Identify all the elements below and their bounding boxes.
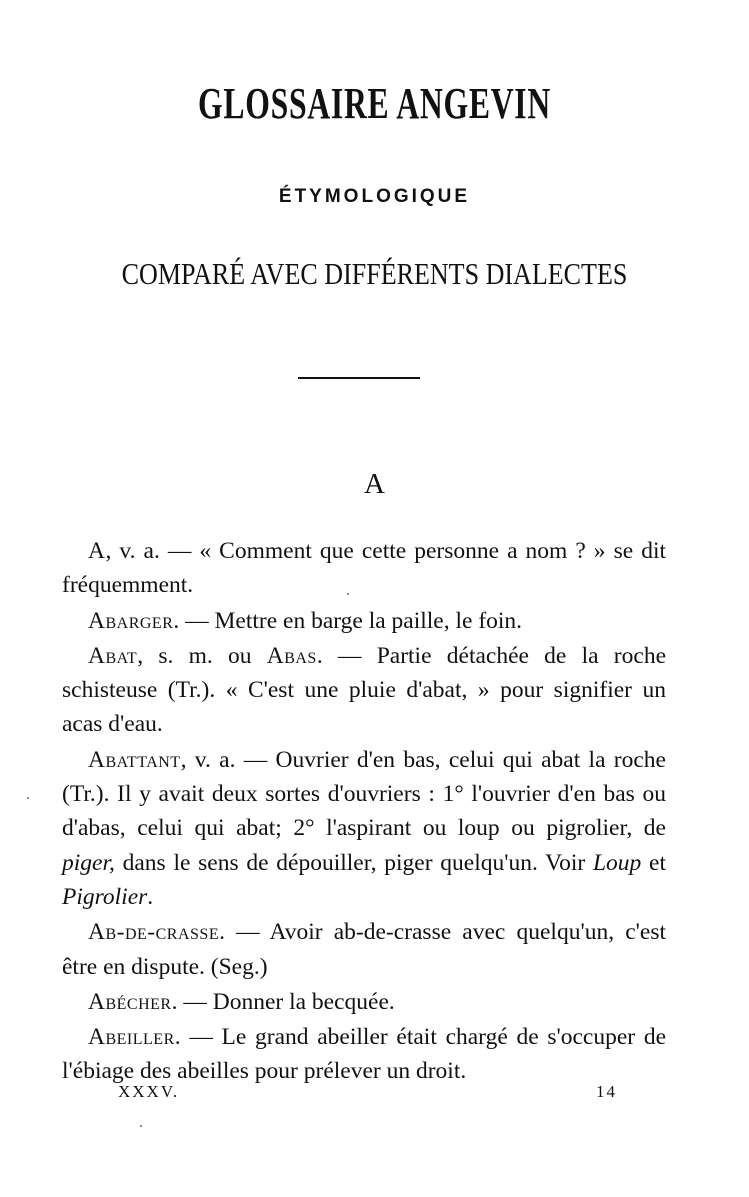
page-number: 14 [596, 1082, 617, 1101]
title-divider [298, 377, 420, 379]
entry-headword: Abécher [88, 988, 172, 1015]
entry-headword: A [88, 538, 106, 564]
entry-headword: Abeiller [88, 1024, 175, 1051]
glossary-entry [62, 604, 666, 638]
glossary-entry [62, 1020, 666, 1089]
entry-definition: . [147, 883, 154, 910]
paper-speck [140, 1125, 142, 1127]
entry-definition: . — Avoir ab-de-crasse avec quelqu'un, c'est être en dispute. (Seg.) [62, 919, 666, 980]
glossary-entry [62, 534, 666, 603]
entry-cross-reference: Pigrolier [62, 883, 148, 910]
glossary-entries [62, 534, 666, 1090]
glossary-entry [62, 639, 666, 742]
entry-definition: . — Donner la becquée. [171, 988, 395, 1015]
paper-speck [347, 593, 349, 595]
entry-headword: Ab-de-crasse [88, 919, 220, 946]
entry-definition: dans le sens de dépouiller, piger quelqu'un. Voir [114, 849, 593, 876]
page-title: GLOSSAIRE ANGEVIN [198, 79, 551, 128]
entry-headword: Abat [88, 642, 138, 669]
entry-cross-reference: Loup [592, 849, 642, 876]
page-subtitle: ÉTYMOLOGIQUE [278, 186, 471, 207]
glossary-entry [62, 915, 666, 984]
paper-speck [27, 797, 29, 799]
glossary-entry [62, 743, 666, 914]
entry-definition: et [641, 849, 666, 876]
entry-italic-term: piger, [62, 849, 115, 876]
section-letter: A [364, 468, 385, 500]
entry-headword: Abarger [88, 607, 174, 634]
entry-definition: , v. a. — « Comment que cette personne a nom ? » se dit fréquemment. [62, 538, 666, 599]
entry-headword-variant: Abas [266, 642, 317, 669]
glossary-entry [62, 985, 666, 1019]
page-subtitle-secondary: COMPARÉ AVEC DIFFÉRENTS DIALECTES [121, 256, 628, 291]
entry-definition: . — Mettre en barge la paille, le foin. [173, 607, 523, 634]
entry-definition: . — Le grand abeiller était chargé de s'occuper de l'ébiage des abeilles pour prélever un droit. [62, 1024, 666, 1085]
entry-definition: , v. a. — Ouvrier d'en bas, celui qui abat la roche (Tr.). Il y avait deux sortes d'ouvriers : 1° l'ouvrier d'en bas ou d'abas, celui qui abat; 2° l'aspirant ou loup ou pigrolier, de [62, 746, 666, 842]
entry-headword: Abattant [88, 746, 181, 773]
entry-definition: . — Partie détachée de la roche schisteuse (Tr.). « C'est une pluie d'abat, » pour signifier un acas d'eau. [62, 642, 666, 738]
signature-mark: XXXV. [118, 1082, 180, 1101]
entry-definition: , s. m. ou [137, 642, 267, 669]
